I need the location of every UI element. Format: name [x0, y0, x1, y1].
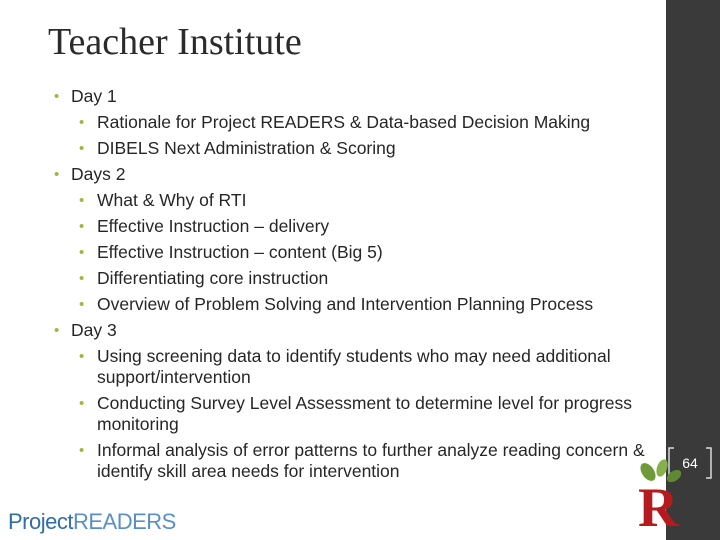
bullet-icon: • — [54, 88, 60, 105]
list-item — [52, 294, 652, 315]
bullet-icon: • — [79, 348, 85, 365]
list-item — [52, 242, 652, 263]
list-item-text: Conducting Survey Level Assessment to determine level for progress monitoring — [97, 393, 632, 434]
list-item-text: Informal analysis of error patterns to further analyze reading concern & identify skill area needs for intervention — [97, 440, 645, 481]
project-readers-logo — [8, 508, 176, 536]
list-item-text: Days 2 — [71, 164, 126, 184]
list-item — [52, 190, 652, 211]
list-item-text: Day 3 — [71, 320, 117, 340]
list-item-text: Effective Instruction – content (Big 5) — [97, 242, 383, 262]
list-item — [52, 86, 652, 107]
bullet-icon: • — [79, 244, 85, 261]
list-item-text: Differentiating core instruction — [97, 268, 329, 288]
list-item-text: Day 1 — [71, 86, 117, 106]
list-item-text: Overview of Problem Solving and Intervention Planning Process — [97, 294, 594, 314]
list-item-text: Using screening data to identify students who may need additional support/intervention — [97, 346, 611, 387]
list-item — [52, 320, 652, 341]
list-item-text: What & Why of RTI — [97, 190, 247, 210]
list-item-text: DIBELS Next Administration & Scoring — [97, 138, 396, 158]
list-item-text: Rationale for Project READERS & Data-based Decision Making — [97, 112, 591, 132]
list-item — [52, 112, 652, 133]
bullet-icon: • — [79, 140, 85, 157]
list-item — [52, 268, 652, 289]
bullet-icon: • — [54, 166, 60, 183]
list-item — [52, 216, 652, 237]
bullet-icon: • — [79, 296, 85, 313]
slide-title: Teacher Institute — [48, 21, 302, 63]
bullet-icon: • — [79, 395, 85, 412]
bullet-icon: • — [79, 218, 85, 235]
list-item-text: Effective Instruction – delivery — [97, 216, 330, 236]
bullet-list — [52, 86, 652, 487]
list-item — [52, 346, 652, 388]
bullet-icon: • — [79, 114, 85, 131]
slide-number-text: 64 — [682, 455, 698, 471]
list-item — [52, 164, 652, 185]
brand-part-readers: READERS — [72, 509, 176, 534]
list-item — [52, 393, 652, 435]
bullet-icon: • — [79, 192, 85, 209]
readers-r-logo-icon — [634, 458, 686, 530]
list-item — [52, 138, 652, 159]
brand-part-project: Project — [8, 509, 73, 534]
bullet-icon: • — [54, 322, 60, 339]
svg-text:R: R — [638, 477, 679, 530]
bullet-icon: • — [79, 270, 85, 287]
bullet-icon: • — [79, 442, 85, 459]
list-item — [52, 440, 652, 482]
